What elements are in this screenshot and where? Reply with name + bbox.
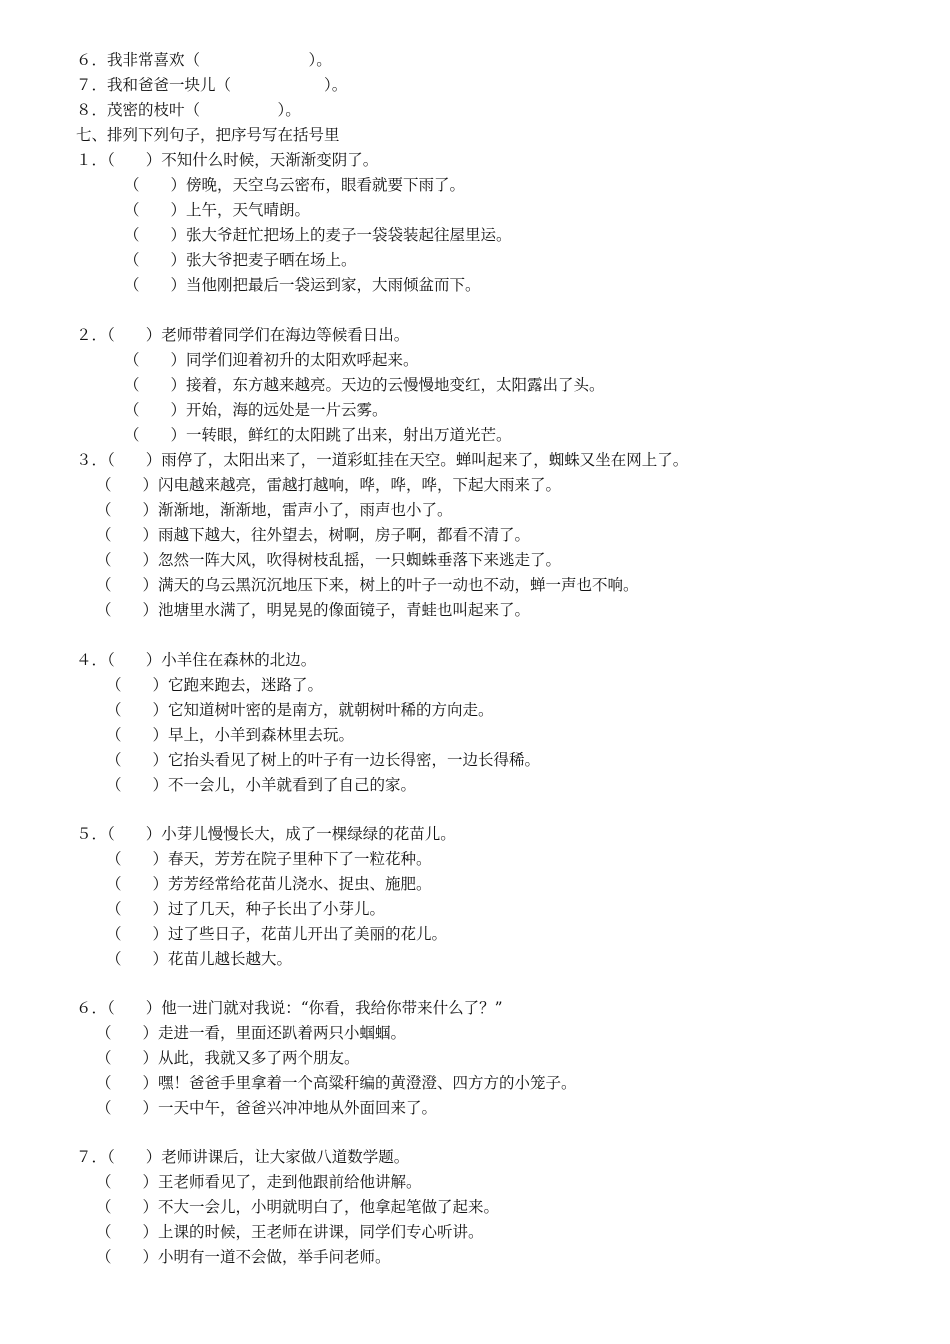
- group-2-item: （ ）开始，海的远处是一片云雾。: [124, 401, 388, 419]
- group-1-head: １．（ ）不知什么时候，天渐渐变阴了。: [76, 151, 379, 169]
- group-6-item: （ ）嘿！爸爸手里拿着一个高粱秆编的黄澄澄、四方方的小笼子。: [96, 1074, 577, 1092]
- group-4-item: （ ）早上，小羊到森林里去玩。: [106, 726, 355, 744]
- group-7-item: （ ）不大一会儿，小明就明白了，他拿起笔做了起来。: [96, 1198, 500, 1216]
- fill-in-item-8: ８．茂密的枝叶（ ）。: [76, 101, 301, 119]
- group-3-head: ３．（ ）雨停了，太阳出来了，一道彩虹挂在天空。蝉叫起来了，蜘蛛又坐在网上了。: [76, 451, 689, 469]
- group-6-head: ６．（ ）他一进门就对我说：“你看，我给你带来什么了？”: [76, 999, 503, 1017]
- fill-in-item-6: ６．我非常喜欢（ ）。: [76, 51, 332, 69]
- group-5-item: （ ）花苗儿越长越大。: [106, 950, 293, 968]
- group-2-item: （ ）同学们迎着初升的太阳欢呼起来。: [124, 351, 419, 369]
- group-2-item: （ ）一转眼，鲜红的太阳跳了出来，射出万道光芒。: [124, 426, 512, 444]
- group-3-item: （ ）闪电越来越亮，雷越打越响，哗，哗，哗，下起大雨来了。: [96, 476, 562, 494]
- group-6-item: （ ）一天中午，爸爸兴冲冲地从外面回来了。: [96, 1099, 438, 1117]
- group-5-item: （ ）芳芳经常给花苗儿浇水、捉虫、施肥。: [106, 875, 432, 893]
- group-4-item: （ ）不一会儿，小羊就看到了自己的家。: [106, 776, 417, 794]
- group-3-item: （ ）雨越下越大，往外望去，树啊，房子啊，都看不清了。: [96, 526, 531, 544]
- group-2-item: （ ）接着，东方越来越亮。天边的云慢慢地变红，太阳露出了头。: [124, 376, 605, 394]
- group-4-item: （ ）它抬头看见了树上的叶子有一边长得密，一边长得稀。: [106, 751, 541, 769]
- group-5-head: ５．（ ）小芽儿慢慢长大，成了一棵绿绿的花苗儿。: [76, 825, 456, 843]
- fill-in-item-7: ７．我和爸爸一块儿（ ）。: [76, 76, 348, 94]
- group-7-item: （ ）小明有一道不会做，举手问老师。: [96, 1248, 391, 1266]
- group-3-item: （ ）池塘里水满了，明晃晃的像面镜子，青蛙也叫起来了。: [96, 601, 531, 619]
- group-3-item: （ ）满天的乌云黑沉沉地压下来，树上的叶子一动也不动，蝉一声也不响。: [96, 576, 639, 594]
- group-4-item: （ ）它知道树叶密的是南方，就朝树叶稀的方向走。: [106, 701, 494, 719]
- group-7-item: （ ）上课的时候，王老师在讲课，同学们专心听讲。: [96, 1223, 484, 1241]
- group-1-item: （ ）张大爷赶忙把场上的麦子一袋袋装起往屋里运。: [124, 226, 512, 244]
- group-4-item: （ ）它跑来跑去，迷路了。: [106, 676, 324, 694]
- group-2-head: ２．（ ）老师带着同学们在海边等候看日出。: [76, 326, 410, 344]
- group-1-item: （ ）傍晚，天空乌云密布，眼看就要下雨了。: [124, 176, 466, 194]
- group-6-item: （ ）从此，我就又多了两个朋友。: [96, 1049, 360, 1067]
- group-4-head: ４．（ ）小羊住在森林的北边。: [76, 651, 317, 669]
- group-3-item: （ ）忽然一阵大风，吹得树枝乱摇，一只蜘蛛垂落下来逃走了。: [96, 551, 562, 569]
- group-3-item: （ ）渐渐地，渐渐地，雷声小了，雨声也小了。: [96, 501, 453, 519]
- group-5-item: （ ）过了些日子，花苗儿开出了美丽的花儿。: [106, 925, 448, 943]
- group-7-item: （ ）王老师看见了，走到他跟前给他讲解。: [96, 1173, 422, 1191]
- group-7-head: ７．（ ）老师讲课后，让大家做八道数学题。: [76, 1148, 410, 1166]
- group-1-item: （ ）当他刚把最后一袋运到家，大雨倾盆而下。: [124, 276, 481, 294]
- group-1-item: （ ）上午，天气晴朗。: [124, 201, 311, 219]
- section-title: 七、排列下列句子，把序号写在括号里: [76, 126, 340, 144]
- group-6-item: （ ）走进一看，里面还趴着两只小蝈蝈。: [96, 1024, 407, 1042]
- group-1-item: （ ）张大爷把麦子晒在场上。: [124, 251, 357, 269]
- group-5-item: （ ）春天，芳芳在院子里种下了一粒花种。: [106, 850, 432, 868]
- group-5-item: （ ）过了几天，种子长出了小芽儿。: [106, 900, 386, 918]
